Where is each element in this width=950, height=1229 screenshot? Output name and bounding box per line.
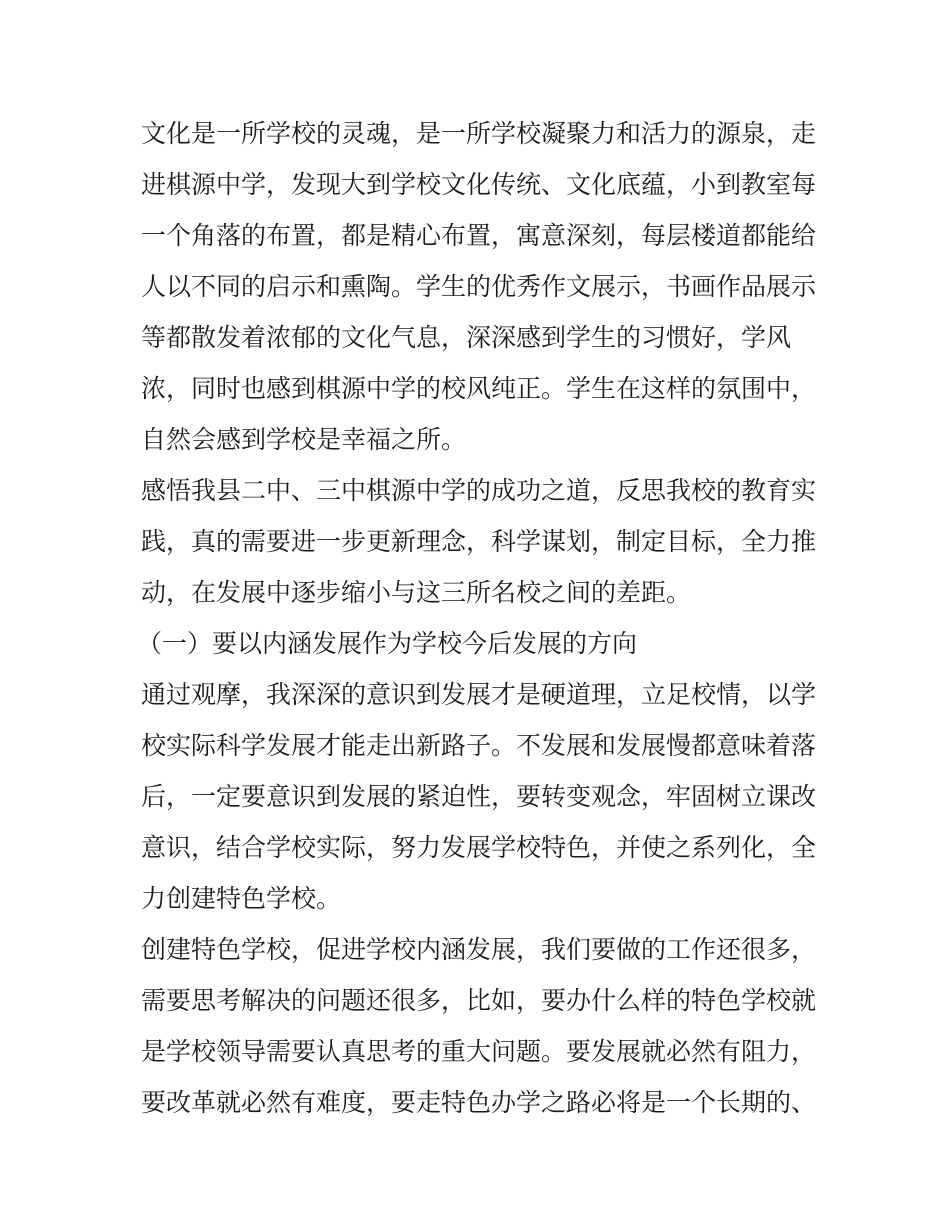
text-line: 践，真的需要进一步更新理念，科学谋划，制定目标，全力推 <box>141 527 817 556</box>
text-line: 浓，同时也感到棋源中学的校风纯正。学生在这样的氛围中， <box>141 374 817 403</box>
text-line: 等都散发着浓郁的文化气息，深深感到学生的习惯好，学风 <box>141 323 792 352</box>
text-line: 后，一定要意识到发展的紧迫性，要转变观念，牢固树立课改 <box>141 782 817 811</box>
document-body <box>137 108 821 1128</box>
text-line: 通过观摩，我深深的意识到发展才是硬道理，立足校情，以学 <box>141 680 817 709</box>
text-line: 自然会感到学校是幸福之所。 <box>141 425 467 454</box>
text-line: 人以不同的启示和熏陶。学生的优秀作文展示，书画作品展示 <box>141 272 817 301</box>
section-heading: （一）要以内涵发展作为学校今后发展的方向 <box>137 629 638 658</box>
text-line: 需要思考解决的问题还很多，比如，要办什么样的特色学校就 <box>141 986 817 1015</box>
text-line: 进棋源中学，发现大到学校文化传统、文化底蕴，小到教室每 <box>141 170 817 199</box>
text-line: 创建特色学校，促进学校内涵发展，我们要做的工作还很多， <box>141 935 817 964</box>
text-line: 意识，结合学校实际，努力发展学校特色，并使之系列化，全 <box>141 833 817 862</box>
text-line: 是学校领导需要认真思考的重大问题。要发展就必然有阻力， <box>141 1037 817 1066</box>
text-line: 感悟我县二中、三中棋源中学的成功之道，反思我校的教育实 <box>141 476 817 505</box>
text-line: 动，在发展中逐步缩小与这三所名校之间的差距。 <box>141 578 692 607</box>
text-line: 文化是一所学校的灵魂，是一所学校凝聚力和活力的源泉，走 <box>141 119 817 148</box>
text-line: 要改革就必然有难度，要走特色办学之路必将是一个长期的、 <box>141 1088 817 1117</box>
text-line: 力创建特色学校。 <box>141 884 342 913</box>
text-line: 校实际科学发展才能走出新路子。不发展和发展慢都意味着落 <box>141 731 817 760</box>
text-line: 一个角落的布置，都是精心布置，寓意深刻，每层楼道都能给 <box>141 221 817 250</box>
